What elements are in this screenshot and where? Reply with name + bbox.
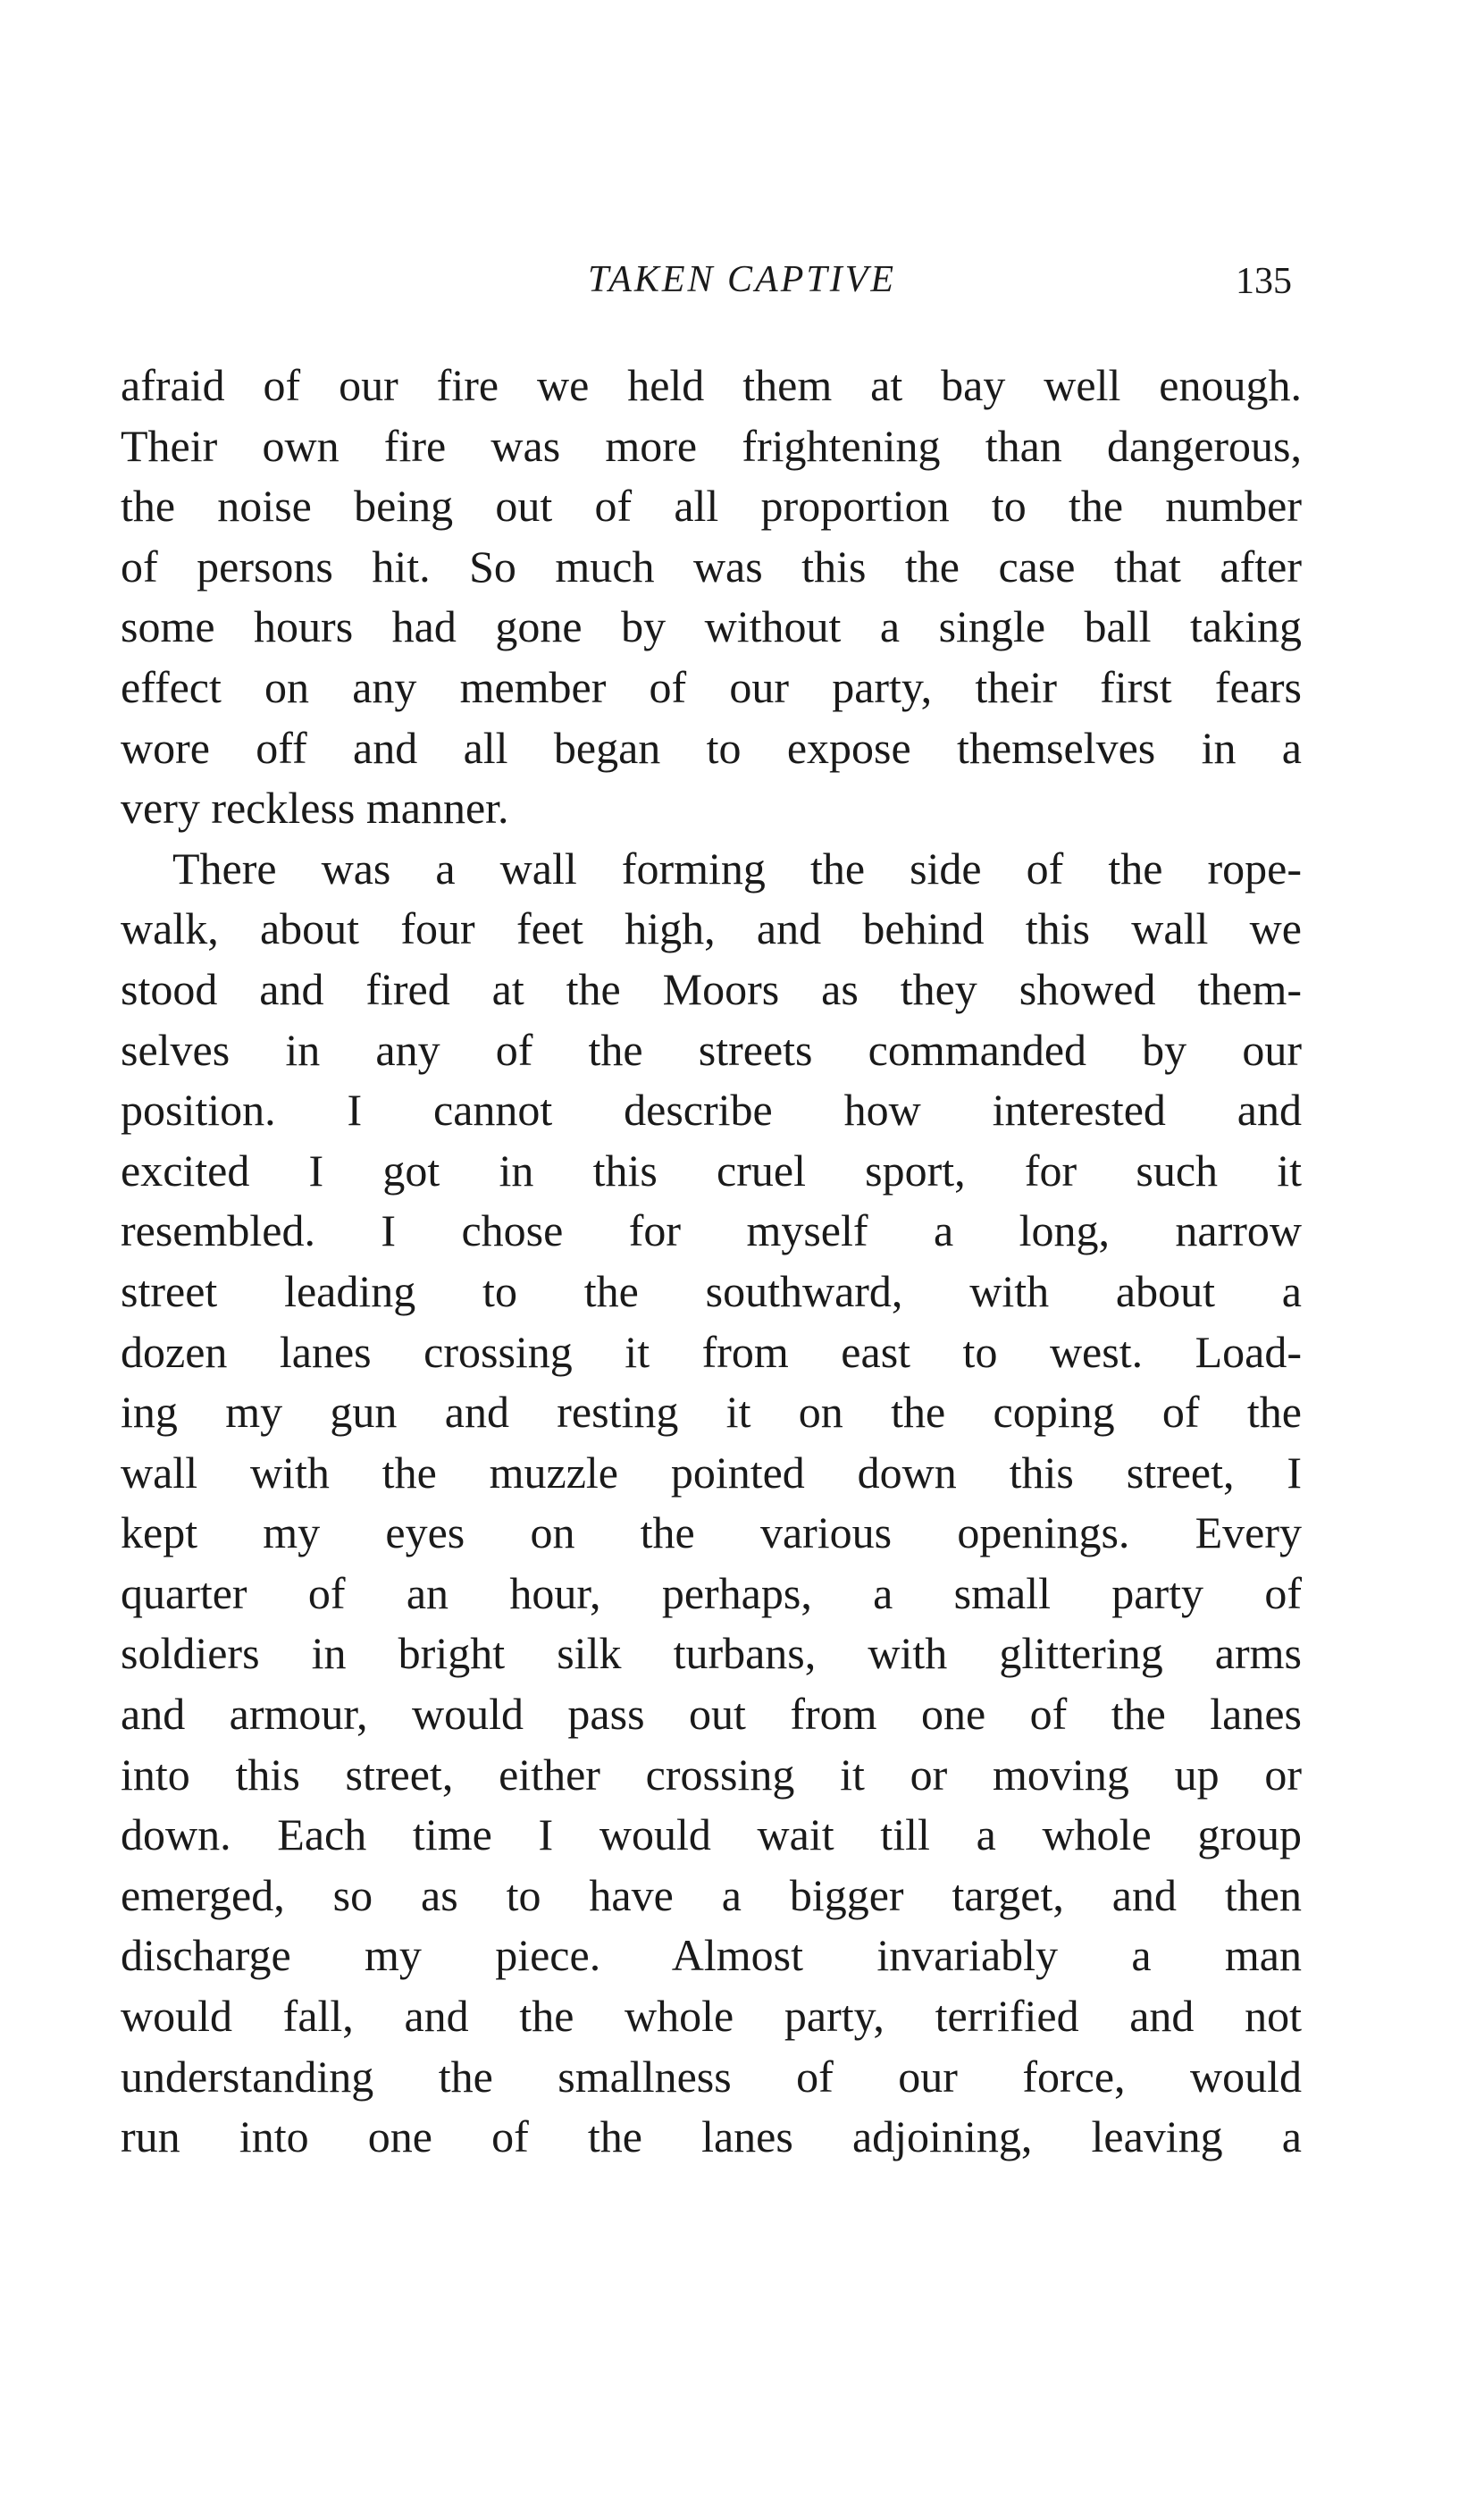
- paragraph-1: [121, 356, 1302, 839]
- text-line: into this street, either crossing it or moving up or: [121, 1749, 1302, 1800]
- text-line: afraid of our fire we held them at bay well enough.: [121, 360, 1302, 410]
- text-line: effect on any member of our party, their first fears: [121, 661, 1302, 712]
- text-line: position. I cannot describe how interested and: [121, 1085, 1302, 1136]
- text-line: quarter of an hour, perhaps, a small party of: [121, 1567, 1302, 1618]
- text-line: ing my gun and resting it on the coping of the: [121, 1387, 1302, 1438]
- text-line: selves in any of the streets commanded by our: [121, 1024, 1302, 1075]
- body-text: [121, 356, 1302, 2168]
- paragraph-2: [121, 839, 1302, 2168]
- running-title: TAKEN CAPTIVE: [587, 259, 897, 300]
- text-line: street leading to the southward, with about a: [121, 1265, 1302, 1316]
- text-line: some hours had gone by without a single ball taking: [121, 601, 1302, 652]
- text-line: dozen lanes crossing it from east to west. Load-: [121, 1326, 1302, 1377]
- text-line: down. Each time I would wait till a whole group: [121, 1809, 1302, 1860]
- text-line: soldiers in bright silk turbans, with glittering arms: [121, 1628, 1302, 1679]
- text-line: very reckless manner.: [121, 783, 509, 834]
- text-line: There was a wall forming the side of the rope-: [172, 843, 1302, 894]
- page-number: 135: [1236, 261, 1292, 302]
- text-line: excited I got in this cruel sport, for such it: [121, 1145, 1302, 1196]
- text-line: understanding the smallness of our force, would: [121, 2051, 1302, 2102]
- text-line: of persons hit. So much was this the case that after: [121, 541, 1302, 592]
- text-line: the noise being out of all proportion to the number: [121, 481, 1302, 532]
- text-line: walk, about four feet high, and behind this wall we: [121, 903, 1302, 954]
- text-line: run into one of the lanes adjoining, leaving a: [121, 2111, 1302, 2162]
- text-line: emerged, so as to have a bigger target, and then: [121, 1869, 1302, 1920]
- text-line: resembled. I chose for myself a long, narrow: [121, 1205, 1302, 1256]
- text-line: wall with the muzzle pointed down this street, I: [121, 1447, 1302, 1498]
- text-line: discharge my piece. Almost invariably a man: [121, 1930, 1302, 1981]
- text-line: and armour, would pass out from one of the lanes: [121, 1689, 1302, 1740]
- text-line: Their own fire was more frightening than dangerous,: [121, 420, 1302, 471]
- running-head: [0, 253, 1484, 306]
- text-line: would fall, and the whole party, terrified and not: [121, 1991, 1302, 2042]
- text-line: wore off and all began to expose themselves in a: [121, 722, 1302, 773]
- text-line: stood and fired at the Moors as they showed them-: [121, 963, 1302, 1014]
- text-line: kept my eyes on the various openings. Every: [121, 1507, 1302, 1558]
